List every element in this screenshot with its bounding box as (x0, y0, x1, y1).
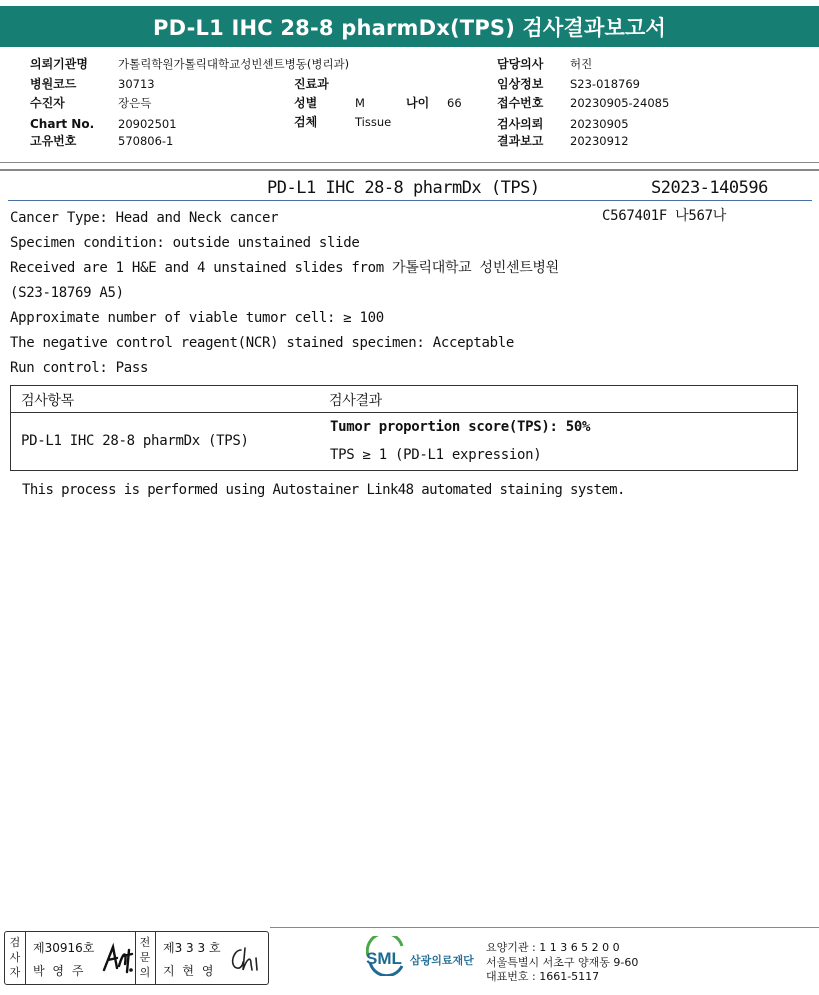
unique-label: 고유번호 (30, 134, 77, 148)
table-cell-item: PD-L1 IHC 28-8 pharmDx (TPS) (21, 433, 249, 449)
hospital-code-value: 30713 (118, 77, 155, 91)
specimen-value: Tissue (355, 115, 392, 129)
divider (8, 200, 812, 201)
examiner-number: 제30916호 (33, 941, 95, 955)
request-label: 검사의뢰 (497, 117, 544, 131)
clinical-label: 임상정보 (497, 77, 544, 91)
receipt-value: 20230905-24085 (570, 96, 670, 110)
specialist-label (135, 935, 155, 980)
signature-box (4, 931, 269, 985)
examiner-name: 박 영 주 (33, 964, 86, 978)
hospital-code-label: 병원코드 (30, 77, 77, 91)
report-title: PD-L1 IHC 28-8 pharmDx(TPS) 검사결과보고서 (0, 6, 819, 47)
institution-label: 의뢰기관명 (30, 57, 88, 71)
divider (0, 169, 819, 171)
unique-value: 570806-1 (118, 134, 174, 148)
org-address: 서울특별시 서초구 양재동 9-60 (486, 956, 639, 969)
divider (25, 932, 26, 984)
test-name-title: PD-L1 IHC 28-8 pharmDx (TPS) (267, 178, 540, 198)
doctor-label: 담당의사 (497, 57, 544, 71)
divider (0, 162, 819, 163)
sex-label: 성별 (294, 96, 318, 110)
report-line: Run control: Pass (10, 360, 149, 376)
clinical-value: S23-018769 (570, 77, 640, 91)
specimen-label: 검체 (294, 115, 318, 129)
table-header-result: 검사결과 (329, 393, 382, 409)
specialist-signature (227, 944, 263, 974)
report-date-label: 결과보고 (497, 134, 544, 148)
report-line: Received are 1 H&E and 4 unstained slides from 가톨릭대학교 성빈센트병원 (10, 260, 559, 276)
receipt-label: 접수번호 (497, 96, 544, 110)
chart-label: Chart No. (30, 117, 95, 131)
process-note: This process is performed using Autostainer Link48 automated staining system. (22, 482, 625, 498)
examiner-label (5, 935, 25, 980)
report-line: Cancer Type: Head and Neck cancer (10, 210, 279, 226)
table-cell-result-main: Tumor proportion score(TPS): 50% (330, 419, 591, 435)
org-code: 요양기관 : 1 1 3 6 5 2 0 0 (486, 941, 620, 954)
specialist-number: 제3 3 3 호 (163, 941, 221, 955)
request-value: 20230905 (570, 117, 629, 131)
age-label: 나이 (406, 96, 430, 110)
table-header-row (11, 386, 797, 413)
org-phone: 대표번호 : 1661-5117 (486, 970, 600, 983)
institution-value: 가톨릭학원가톨릭대학교성빈센트병동(병리과) (118, 57, 350, 71)
report-line: Specimen condition: outside unstained slide (10, 235, 360, 251)
logo-name: 삼광의료재단 (410, 954, 474, 967)
doctor-value: 허진 (570, 57, 593, 71)
footer-divider (270, 927, 819, 928)
table-cell-result-sub: TPS ≥ 1 (PD-L1 expression) (330, 447, 542, 463)
report-line: The negative control reagent(NCR) stained specimen: Acceptable (10, 335, 514, 351)
result-table (10, 385, 798, 471)
patient-value: 장은득 (118, 96, 152, 110)
table-header-item: 검사항목 (21, 393, 74, 409)
specialist-label-text: 전문의 (139, 936, 151, 979)
report-number: S2023-140596 (651, 178, 768, 198)
logo-mark-text: SML (366, 949, 402, 968)
specialist-name: 지 현 영 (163, 964, 216, 978)
patient-label: 수진자 (30, 96, 65, 110)
divider (155, 932, 156, 984)
age-value: 66 (447, 96, 462, 110)
chart-value: 20902501 (118, 117, 177, 131)
report-date-value: 20230912 (570, 134, 629, 148)
report-line: (S23-18769 A5) (10, 285, 124, 301)
dept-label: 진료과 (294, 77, 329, 91)
examiner-signature (101, 942, 135, 976)
report-line: Approximate number of viable tumor cell: ≥ 100 (10, 310, 384, 326)
examiner-label-text: 검사자 (9, 936, 21, 979)
sample-code: C567401F 나567나 (602, 208, 726, 224)
sex-value: M (355, 96, 365, 110)
